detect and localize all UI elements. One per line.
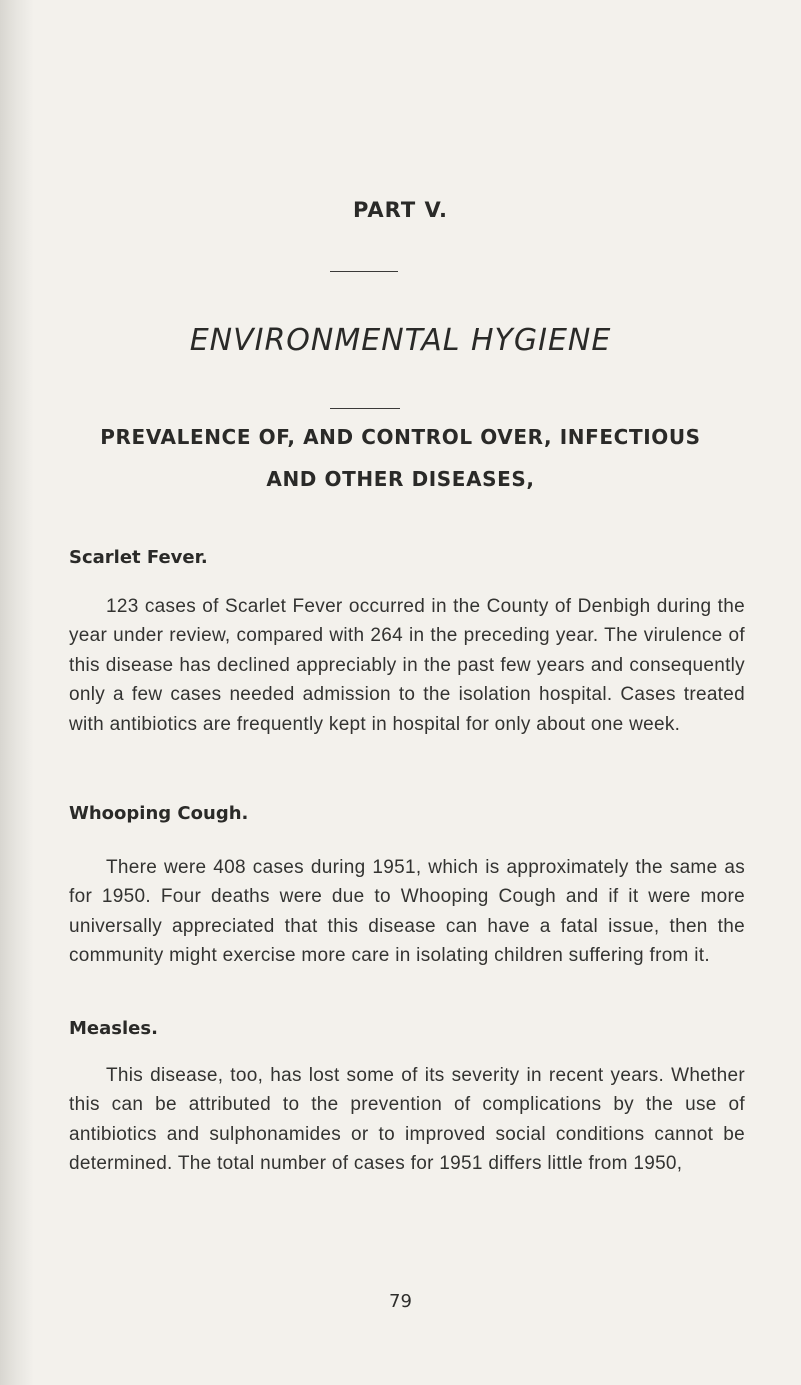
divider-rule: [330, 271, 398, 272]
heading-measles: Measles.: [69, 1018, 158, 1039]
part-title: PART V.: [352, 198, 449, 222]
page-number: 79: [389, 1291, 412, 1312]
paragraph-measles: This disease, too, has lost some of its severity in recent years. Whether this can be attributed to the prevention of complications by the use of antibiotics and sulphonamides or to improved social conditions cannot be determined. The total number of cases for 1951 differs little from 1950,: [69, 1065, 745, 1175]
paragraph-whooping-cough: There were 408 cases during 1951, which is approximately the same as for 1950. Four deaths were due to Whooping Cough and if it were more universally appreciated that this disease can have a fatal issue, then the community might exercise more care in isolating children suffering from it.: [69, 857, 745, 967]
section-subtitle-line-1: PREVALENCE OF, AND CONTROL OVER, INFECTIOUS: [100, 425, 701, 449]
divider-rule: [330, 408, 400, 409]
section-subtitle-line-2: AND OTHER DISEASES,: [266, 467, 535, 491]
paragraph-scarlet-fever: 123 cases of Scarlet Fever occurred in the County of Denbigh during the year under review, compared with 264 in the preceding year. The virulence of this disease has declined appreciably in the past few years and consequently only a few cases needed admission to the isolation hospital. Cases treated with antibiotics are frequently kept in hospital for only about one week.: [69, 596, 745, 735]
heading-scarlet-fever: Scarlet Fever.: [69, 547, 208, 568]
heading-whooping-cough: Whooping Cough.: [69, 803, 249, 824]
main-title: ENVIRONMENTAL HYGIENE: [189, 323, 612, 358]
